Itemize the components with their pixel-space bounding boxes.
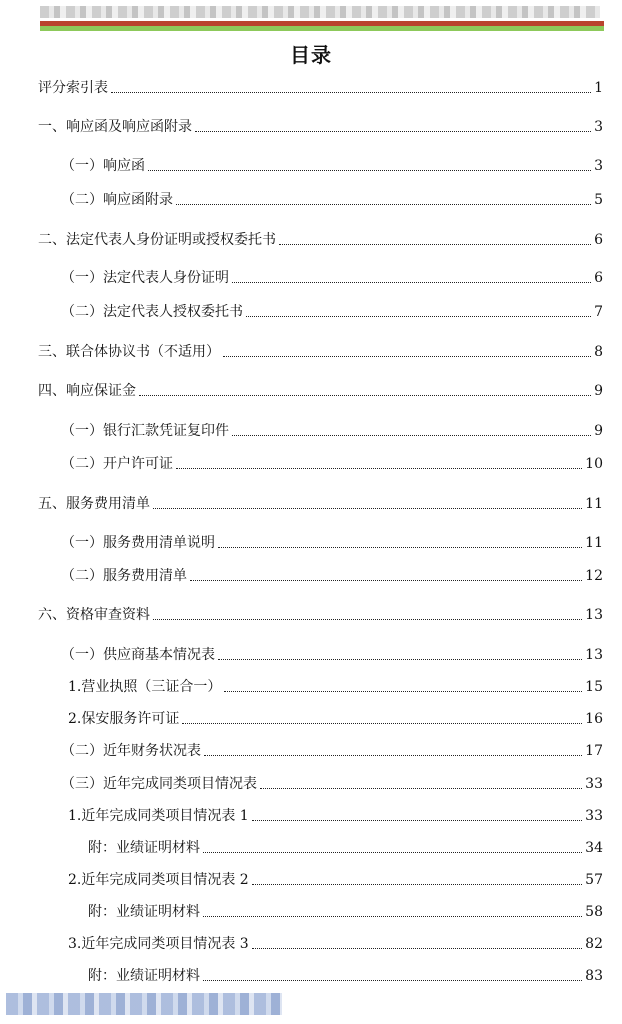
- toc-entry[interactable]: [61, 454, 603, 474]
- toc-entry[interactable]: [61, 566, 603, 586]
- toc-entry-label: （一）响应函: [61, 158, 145, 174]
- toc-dot-leader: [223, 355, 591, 357]
- toc-dot-leader: [252, 947, 582, 949]
- toc-entry-label: 2.近年完成同类项目情况表 2: [68, 872, 249, 888]
- toc-entry-page: 33: [585, 808, 603, 824]
- toc-entry-label: 六、资格审查资料: [38, 607, 150, 623]
- toc-entry-label: （一）服务费用清单说明: [61, 535, 215, 551]
- toc-entry[interactable]: [88, 838, 603, 858]
- toc-entry[interactable]: [61, 156, 603, 176]
- toc-entry[interactable]: [61, 421, 603, 441]
- toc-entry-page: 11: [585, 496, 603, 512]
- blurred-footer-text: [6, 993, 282, 1015]
- toc-entry[interactable]: [88, 966, 603, 986]
- toc-entry-label: （二）开户许可证: [61, 456, 173, 472]
- toc-entry-page: 15: [585, 679, 603, 695]
- toc-entry-label: 1.近年完成同类项目情况表 1: [68, 808, 249, 824]
- toc-entry-label: （一）法定代表人身份证明: [61, 270, 229, 286]
- toc-entry-page: 12: [585, 568, 603, 584]
- toc-entry[interactable]: [38, 494, 603, 514]
- toc-entry[interactable]: [38, 117, 603, 137]
- toc-entry-label: （二）法定代表人授权委托书: [61, 304, 243, 320]
- toc-entry-page: 11: [585, 535, 603, 551]
- toc-entry[interactable]: [68, 934, 603, 954]
- toc-entry-label: （二）服务费用清单: [61, 568, 187, 584]
- toc-entry-page: 17: [585, 743, 603, 759]
- toc-dot-leader: [203, 979, 582, 981]
- toc-entry-page: 82: [585, 936, 603, 952]
- toc-entry-label: （三）近年完成同类项目情况表: [61, 776, 257, 792]
- toc-dot-leader: [252, 819, 582, 821]
- toc-dot-leader: [279, 243, 591, 245]
- toc-entry[interactable]: [61, 741, 603, 761]
- toc-entry-page: 8: [594, 344, 603, 360]
- toc-entry-label: （一）银行汇款凭证复印件: [61, 423, 229, 439]
- toc-entry-page: 34: [585, 840, 603, 856]
- toc-entry[interactable]: [68, 677, 603, 697]
- toc-entry-label: 五、服务费用清单: [38, 496, 150, 512]
- toc-dot-leader: [218, 546, 582, 548]
- toc-dot-leader: [190, 579, 582, 581]
- toc-dot-leader: [224, 690, 582, 692]
- toc-entry[interactable]: [61, 645, 603, 665]
- toc-entry-page: 83: [585, 968, 603, 984]
- toc-entry-page: 9: [594, 423, 603, 439]
- toc-entry-page: 13: [585, 607, 603, 623]
- toc-entry-page: 7: [594, 304, 603, 320]
- toc-entry[interactable]: [61, 268, 603, 288]
- toc-dot-leader: [153, 618, 582, 620]
- toc-entry-label: 三、联合体协议书（不适用）: [38, 344, 220, 360]
- toc-dot-leader: [204, 754, 582, 756]
- toc-entry-page: 13: [585, 647, 603, 663]
- toc-dot-leader: [111, 91, 591, 93]
- toc-entry[interactable]: [88, 902, 603, 922]
- toc-entry-label: （一）供应商基本情况表: [61, 647, 215, 663]
- toc-dot-leader: [182, 722, 582, 724]
- toc-entry[interactable]: [38, 342, 603, 362]
- toc-entry-label: 3.近年完成同类项目情况表 3: [68, 936, 249, 952]
- toc-entry-page: 3: [594, 119, 603, 135]
- toc-dot-leader: [218, 658, 582, 660]
- toc-dot-leader: [203, 851, 582, 853]
- toc-entry-page: 5: [594, 192, 603, 208]
- toc-entry[interactable]: [61, 533, 603, 553]
- toc-entry-label: 二、法定代表人身份证明或授权委托书: [38, 232, 276, 248]
- toc-dot-leader: [232, 434, 591, 436]
- toc-dot-leader: [139, 394, 591, 396]
- toc-dot-leader: [203, 915, 582, 917]
- toc-entry-label: 附：业绩证明材料: [88, 968, 200, 984]
- toc-entry-label: 评分索引表: [38, 80, 108, 96]
- toc-entry-label: 一、响应函及响应函附录: [38, 119, 192, 135]
- toc-entry-page: 10: [585, 456, 603, 472]
- toc-entry-page: 6: [594, 232, 603, 248]
- toc-dot-leader: [246, 315, 591, 317]
- toc-entry-label: （二）响应函附录: [61, 192, 173, 208]
- toc-entry-page: 33: [585, 776, 603, 792]
- toc-entry-page: 6: [594, 270, 603, 286]
- toc-entry-page: 1: [594, 80, 603, 96]
- toc-entry-label: 四、响应保证金: [38, 383, 136, 399]
- toc-entry[interactable]: [38, 230, 603, 250]
- toc-entry-label: （二）近年财务状况表: [61, 743, 201, 759]
- toc-dot-leader: [252, 883, 582, 885]
- toc-entry-label: 1.营业执照（三证合一）: [68, 679, 222, 695]
- toc-dot-leader: [232, 281, 591, 283]
- toc-entry-page: 57: [585, 872, 603, 888]
- toc-entry-label: 2.保安服务许可证: [68, 711, 180, 727]
- toc-entry[interactable]: [61, 190, 603, 210]
- toc-dot-leader: [176, 467, 582, 469]
- toc-entry-page: 9: [594, 383, 603, 399]
- toc-dot-leader: [195, 130, 591, 132]
- toc-dot-leader: [153, 507, 582, 509]
- toc-entry-label: 附：业绩证明材料: [88, 840, 200, 856]
- toc-entry-page: 58: [585, 904, 603, 920]
- toc-entry[interactable]: [68, 870, 603, 890]
- toc-entry[interactable]: [38, 605, 603, 625]
- toc-title: 目录: [290, 43, 332, 67]
- toc-dot-leader: [176, 203, 591, 205]
- toc-entry-page: 3: [594, 158, 603, 174]
- toc-entry[interactable]: [61, 774, 603, 794]
- toc-entry-label: 附：业绩证明材料: [88, 904, 200, 920]
- toc-entry-page: 16: [585, 711, 603, 727]
- toc-entry[interactable]: [68, 709, 603, 729]
- toc-entry[interactable]: [61, 302, 603, 322]
- toc-entry[interactable]: [38, 78, 603, 98]
- toc-entry[interactable]: [38, 381, 603, 401]
- toc-dot-leader: [260, 787, 582, 789]
- toc-dot-leader: [148, 169, 591, 171]
- toc-entry[interactable]: [68, 806, 603, 826]
